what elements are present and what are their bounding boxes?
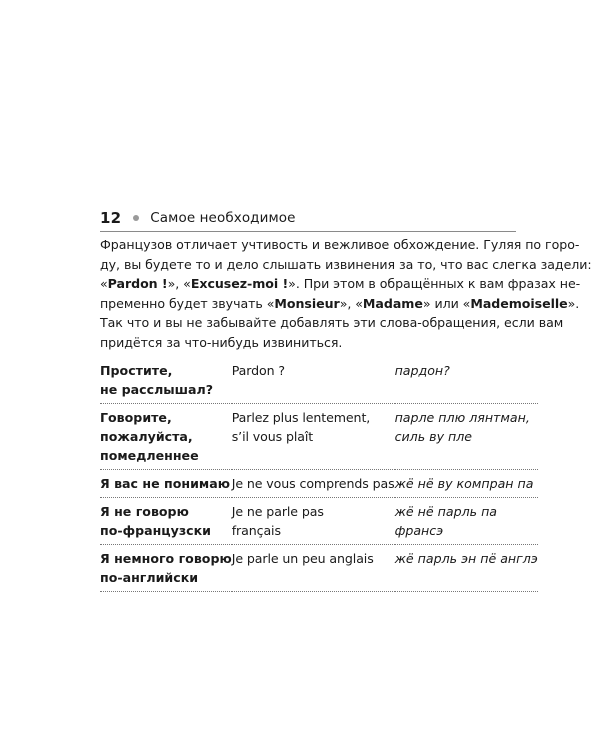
french-phrase [232, 470, 395, 498]
russian-phrase-line: Говорите, [100, 410, 172, 425]
transcription [395, 357, 538, 404]
intro-line: Так что и вы не забывайте добавлять эти слова-обращения, если вам [100, 315, 564, 330]
russian-phrase-line: пожалуйста, [100, 429, 193, 444]
phrase-row [100, 404, 538, 470]
section-title: Самое необходимое [150, 210, 296, 226]
russian-phrase-line: Простите, [100, 363, 173, 378]
phrase-row [100, 357, 538, 404]
russian-phrase-line: Я немного говорю [100, 551, 232, 566]
russian-phrase-line: Я вас не понимаю [100, 476, 230, 491]
transcription-line: пардон? [394, 363, 450, 378]
intro-line [100, 294, 580, 314]
french-phrase [232, 545, 395, 592]
french-phrase-line: Pardon ? [231, 363, 285, 378]
phrase-row [100, 498, 538, 545]
transcription-line: жё нё парль па [394, 504, 498, 519]
french-phrase-line: français [231, 523, 281, 538]
french-phrase-line: Je parle un peu anglais [231, 551, 374, 566]
page-number: 12 [100, 209, 122, 227]
intro-text: « [100, 276, 108, 291]
intro-text: ». При этом в обращённых к вам фразах не- [288, 276, 581, 291]
intro-text: пременно будет звучать « [100, 295, 275, 311]
transcription [395, 545, 538, 592]
russian-phrase-line: помедленнее [100, 448, 199, 463]
french-phrase-line: Parlez plus lentement, [231, 410, 371, 425]
phrase-table [100, 357, 538, 592]
phrase-table-body [100, 357, 538, 592]
transcription-line: жё нё ву компран па [394, 476, 534, 491]
transcription [395, 470, 538, 498]
russian-phrase [100, 470, 232, 498]
russian-phrase-line: по-английски [100, 570, 199, 585]
russian-phrase-line: не расслышал? [100, 382, 214, 397]
intro-paragraph [100, 235, 592, 352]
transcription [395, 498, 538, 545]
russian-phrase [100, 357, 232, 404]
header-rule [100, 231, 516, 232]
french-phrase [232, 357, 395, 404]
phrase-row [100, 545, 538, 592]
russian-phrase-line: Я не говорю [100, 504, 189, 519]
french-phrase [232, 498, 395, 545]
russian-phrase [100, 404, 232, 470]
running-header [100, 206, 514, 230]
bullet-dot-icon [133, 215, 139, 221]
french-phrase-line: s’il vous plaît [231, 429, 314, 444]
intro-bold-phrase: Madame [362, 295, 423, 311]
french-phrase-line: Je ne parle pas [231, 504, 324, 519]
intro-line: придётся за что-нибудь извиниться. [100, 334, 343, 350]
intro-bold-phrase: Mademoiselle [470, 295, 568, 311]
phrase-row [100, 470, 538, 498]
intro-bold-phrase: Pardon ! [107, 276, 168, 291]
intro-line: ду, вы будете то и дело слышать извинения за то, что вас слегка задели: [100, 256, 592, 272]
intro-text: », « [339, 295, 363, 311]
transcription-line: жё парль эн пё англэ [394, 551, 538, 566]
transcription-line: парле плю лянтман, [394, 410, 530, 425]
russian-phrase-line: по-французски [100, 523, 211, 538]
transcription-line: франсэ [394, 523, 444, 538]
intro-line: Французов отличает учтивость и вежливое обхождение. Гуляя по горо- [100, 237, 580, 252]
french-phrase [232, 404, 395, 470]
transcription-line: силь ву пле [394, 429, 473, 444]
french-phrase-line: Je ne vous comprends pas [231, 476, 395, 491]
russian-phrase [100, 498, 232, 545]
russian-phrase [100, 545, 232, 592]
intro-text: », « [167, 276, 191, 291]
transcription [395, 404, 538, 470]
intro-bold-phrase: Monsieur [274, 295, 340, 311]
intro-text: » или « [422, 295, 471, 311]
intro-text: ». [567, 295, 580, 311]
intro-line [100, 274, 581, 294]
intro-bold-phrase: Excusez-moi ! [190, 276, 289, 291]
